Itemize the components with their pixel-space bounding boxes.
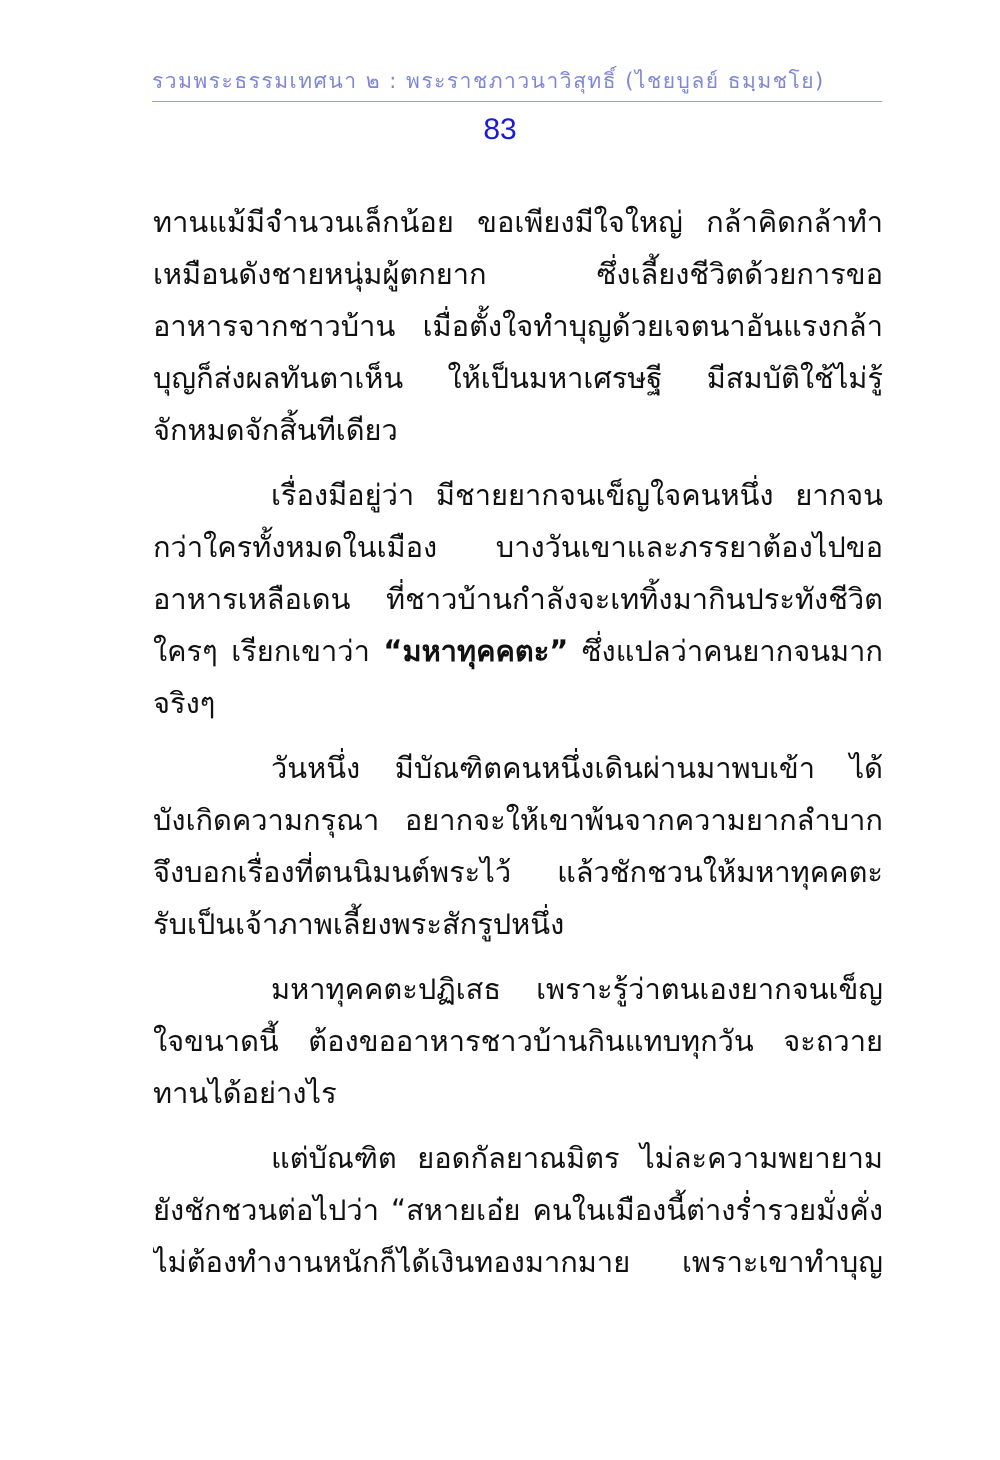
paragraph-1: [153, 196, 883, 456]
text-line: จึงบอกเรื่องที่ตนนิมนต์พระไว้ แล้วชักชวนให้มหาทุคคตะ: [153, 855, 883, 889]
text-line: อาหารจากชาวบ้าน เมื่อตั้งใจทำบุญด้วยเจตนาอันแรงกล้า: [153, 309, 883, 343]
text-line: กว่าใครทั้งหมดในเมือง บางวันเขาและภรรยาต้องไปขอ: [153, 530, 883, 564]
text-line: ทานได้อย่างไร: [153, 1076, 337, 1110]
text-line: ยังชักชวนต่อไปว่า “สหายเอ๋ย คนในเมืองนี้ต่างร่ำรวยมั่งคั่ง: [153, 1193, 883, 1227]
text-line: จักหมดจักสิ้นทีเดียว: [153, 413, 398, 447]
text-line: รับเป็นเจ้าภาพเลี้ยงพระสักรูปหนึ่ง: [153, 907, 565, 941]
text-line: จริงๆ: [153, 686, 216, 720]
text-line: ทานแม้มีจำนวนเล็กน้อย ขอเพียงมีใจใหญ่ กล้าคิดกล้าทำ: [153, 205, 883, 239]
text-line: บุญก็ส่งผลทันตาเห็น ให้เป็นมหาเศรษฐี มีสมบัติใช้ไม่รู้: [153, 361, 883, 395]
text-line: แต่บัณฑิต ยอดกัลยาณมิตร ไม่ละความพยายาม: [271, 1141, 883, 1175]
text-line: ใจขนาดนี้ ต้องขออาหารชาวบ้านกินแทบทุกวัน จะถวาย: [153, 1024, 883, 1058]
text-line: มหาทุคคตะปฏิเสธ เพราะรู้ว่าตนเองยากจนเข็ญ: [271, 972, 883, 1006]
paragraph-3: [153, 742, 883, 950]
paragraph-2: [153, 469, 883, 729]
body-text: [153, 196, 883, 1301]
text-line: เหมือนดังชายหนุ่มผู้ตกยาก ซึ่งเลี้ยงชีวิตด้วยการขอ: [153, 257, 883, 291]
emphasis-name: “มหาทุคคตะ”: [383, 634, 569, 668]
line-segment: ใครๆ เรียกเขาว่า: [153, 634, 384, 668]
text-line-with-emphasis: [153, 625, 883, 677]
text-line: อาหารเหลือเดน ที่ชาวบ้านกำลังจะเททิ้งมากินประทังชีวิต: [153, 582, 883, 616]
text-line: เรื่องมีอยู่ว่า มีชายยากจนเข็ญใจคนหนึ่ง ยากจน: [271, 478, 883, 512]
text-line: บังเกิดความกรุณา อยากจะให้เขาพ้นจากความยากลำบาก: [153, 803, 883, 837]
paragraph-5: [153, 1132, 883, 1288]
page-number: 83: [483, 113, 517, 146]
paragraph-4: [153, 963, 883, 1119]
text-line: ไม่ต้องทำงานหนักก็ได้เงินทองมากมาย เพราะเขาทำบุญ: [153, 1245, 883, 1279]
header-rule: [152, 101, 882, 102]
line-segment: ซึ่งแปลว่าคนยากจนมาก: [568, 634, 883, 668]
running-header: รวมพระธรรมเทศนา ๒ : พระราชภาวนาวิสุทธิ์ (ไชยบูลย์ ธมฺมชโย): [152, 69, 825, 93]
text-line: วันหนึ่ง มีบัณฑิตคนหนึ่งเดินผ่านมาพบเข้า ได้: [271, 751, 883, 785]
